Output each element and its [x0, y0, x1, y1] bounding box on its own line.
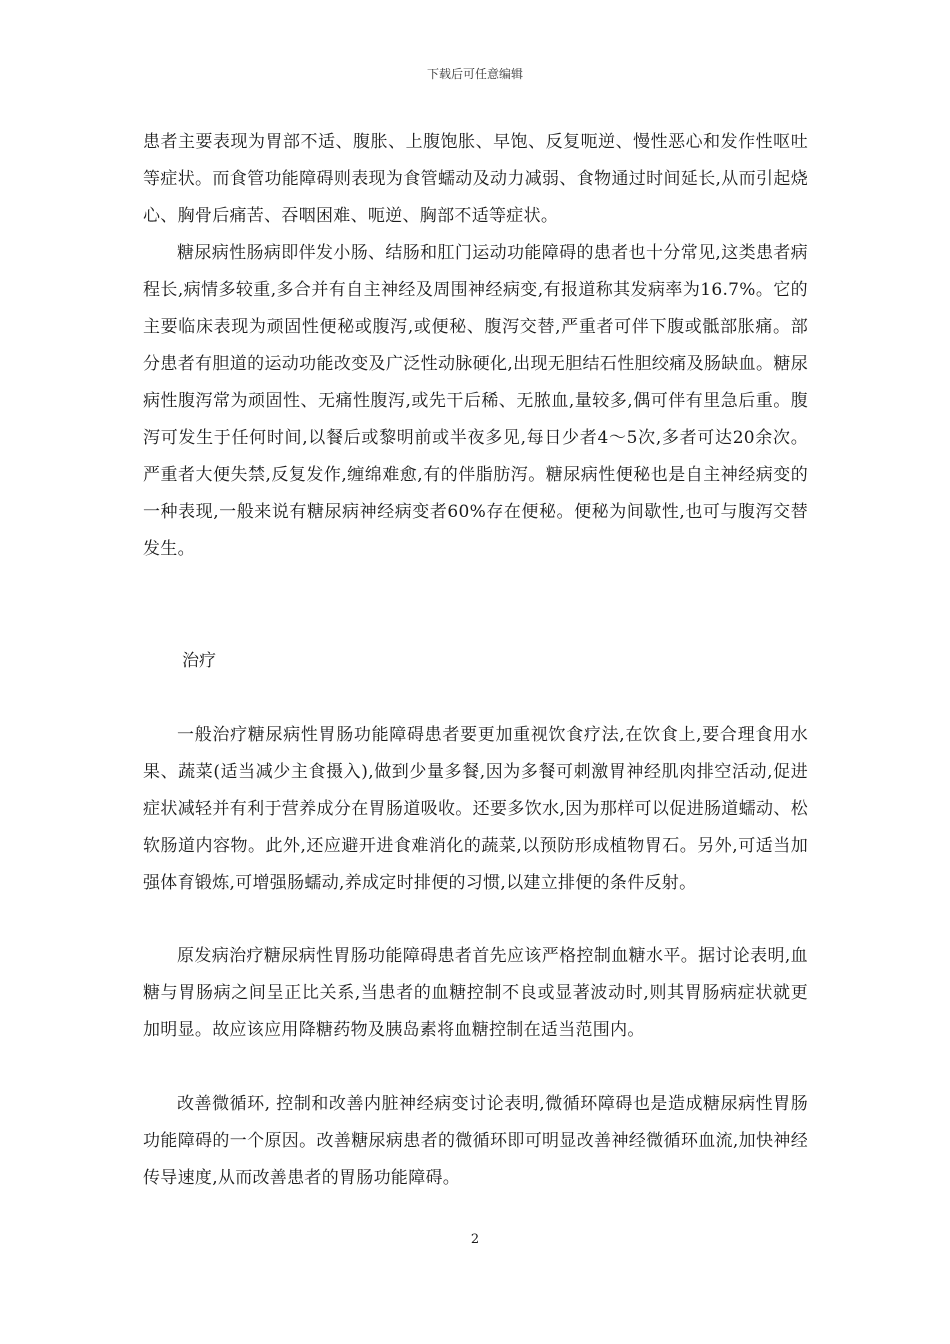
paragraph-primary-disease-treatment: 原发病治疗糖尿病性胃肠功能障碍患者首先应该严格控制血糖水平。据讨论表明,血糖与胃肠病之间呈正比关系,当患者的血糖控制不良或显著波动时,则其胃肠病症状就更加明显。故应该应用降糖药物及胰岛素将血糖控制在适当范围内。	[143, 946, 808, 1040]
paragraph-general-treatment: 一般治疗糖尿病性胃肠功能障碍患者要更加重视饮食疗法,在饮食上,要合理食用水果、蔬菜(适当减少主食摄入),做到少量多餐,因为多餐可刺激胃神经肌肉排空活动,促进症状减轻并有利于营养成分在胃肠道吸收。还要多饮水,因为那样可以促进肠道蠕动、松软肠道内容物。此外,还应避开进食难消化的蔬菜,以预防形成植物胃石。另外,可适当加强体育锻炼,可增强肠蠕动,养成定时排便的习惯,以建立排便的条件反射。	[143, 725, 808, 893]
page-header: 下载后可任意编辑	[426, 67, 523, 81]
paragraph-symptoms: 患者主要表现为胃部不适、腹胀、上腹饱胀、早饱、反复呃逆、慢性恶心和发作性呕吐等症状。而食管功能障碍则表现为食管蠕动及动力减弱、食物通过时间延长,从而引起烧心、胸骨后痛苦、吞咽困难、呃逆、胸部不适等症状。	[143, 132, 808, 226]
paragraph-microcirculation: 改善微循环, 控制和改善内脏神经病变讨论表明,微循环障碍也是造成糖尿病性胃肠功能障碍的一个原因。改善糖尿病患者的微循环即可明显改善神经微循环血流,加快神经传导速度,从而改善患者的胃肠功能障碍。	[143, 1094, 808, 1188]
page-number: 2	[470, 1232, 480, 1247]
paragraph-diabetic-enteropathy: 糖尿病性肠病即伴发小肠、结肠和肛门运动功能障碍的患者也十分常见,这类患者病程长,病情多较重,多合并有自主神经及周围神经病变,有报道称其发病率为16.7%。它的主要临床表现为顽固性便秘或腹泻,或便秘、腹泻交替,严重者可伴下腹或骶部胀痛。部分患者有胆道的运动功能改变及广泛性动脉硬化,出现无胆结石性胆绞痛及肠缺血。糖尿病性腹泻常为顽固性、无痛性腹泻,或先干后稀、无脓血,量较多,偶可伴有里急后重。腹泻可发生于任何时间,以餐后或黎明前或半夜多见,每日少者4～5次,多者可达20余次。严重者大便失禁,反复发作,缠绵难愈,有的伴脂肪泻。糖尿病性便秘也是自主神经病变的一种表现,一般来说有糖尿病神经病变者60%存在便秘。便秘为间歇性,也可与腹泻交替发生。	[143, 243, 808, 559]
section-heading-treatment: 治疗	[182, 651, 216, 671]
